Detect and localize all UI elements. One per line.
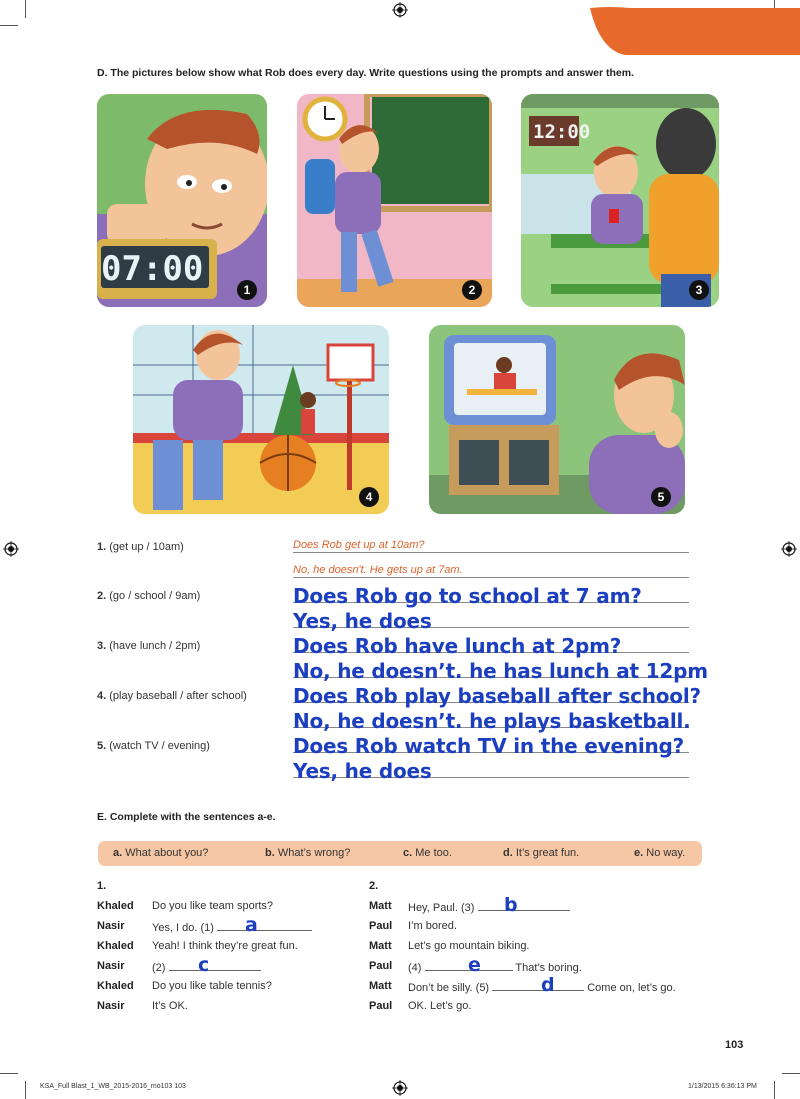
- dialogue-line: Don’t be silly. (5) Come on, let’s go.: [408, 982, 676, 994]
- dialogue-line: Let’s go mountain biking.: [408, 940, 530, 952]
- dialogue-line: Yes, I do. (1): [152, 920, 312, 934]
- prompt-5: 5. (watch TV / evening): [97, 740, 210, 752]
- registration-mark-icon: [392, 1080, 408, 1096]
- section-e-instruction: E. Complete with the sentences a-e.: [97, 811, 276, 823]
- prompt-4: 4. (play baseball / after school): [97, 690, 247, 702]
- handwritten-answer: Yes, he does: [293, 759, 432, 783]
- speaker-name: Nasir: [97, 920, 125, 932]
- picture-rob-school: [297, 94, 492, 307]
- picture-rob-lunch: [521, 94, 719, 307]
- prompt-2: 2. (go / school / 9am): [97, 590, 201, 602]
- speaker-name: Khaled: [97, 940, 134, 952]
- example-question: Does Rob get up at 10am?: [293, 539, 425, 551]
- blank-2: [169, 960, 261, 971]
- speaker-name: Paul: [369, 960, 393, 972]
- picture-rob-waking: [97, 94, 267, 307]
- footer-file-info: KSA_Full Blast_1_WB_2015-2016_mo103 103: [40, 1083, 186, 1090]
- answer-letter-3: b: [504, 894, 518, 916]
- dialogue-line: Do you like table tennis?: [152, 980, 272, 992]
- dialogue-line: (4) That’s boring.: [408, 962, 582, 974]
- page-number: 103: [725, 1039, 744, 1051]
- picture-number-badge: 3: [689, 280, 709, 300]
- picture-number-badge: 4: [359, 487, 379, 507]
- dialogue-1-number: 1.: [97, 880, 107, 892]
- speaker-name: Matt: [369, 940, 392, 952]
- crop-mark: [774, 1081, 775, 1099]
- crop-mark: [0, 25, 18, 26]
- handwritten-answer: Does Rob play baseball after school?: [293, 684, 701, 708]
- answer-letter-4: e: [468, 954, 481, 976]
- registration-mark-icon: [781, 541, 797, 557]
- option-e: e. No way.: [634, 847, 686, 859]
- registration-mark-icon: [392, 2, 408, 18]
- dialogue-line: Hey, Paul. (3): [408, 900, 570, 914]
- answer-letter-2: c: [198, 954, 210, 976]
- handwritten-answer: No, he doesn’t. he plays basketball.: [293, 709, 691, 733]
- picture-number-badge: 2: [462, 280, 482, 300]
- answer-line: [293, 552, 689, 553]
- crop-mark: [25, 0, 26, 18]
- answer-letter-5: d: [541, 974, 555, 996]
- handwritten-answer: Does Rob go to school at 7 am?: [293, 584, 642, 608]
- crop-mark: [25, 1081, 26, 1099]
- crop-mark: [782, 1073, 800, 1074]
- handwritten-answer: Does Rob have lunch at 2pm?: [293, 634, 622, 658]
- wall-clock-display: 12:00: [533, 121, 591, 143]
- handwritten-answer: No, he doesn’t. he has lunch at 12pm: [293, 659, 708, 683]
- picture-number-badge: 1: [237, 280, 257, 300]
- clock-display: 07:00: [101, 249, 204, 289]
- dialogue-line: OK. Let’s go.: [408, 1000, 472, 1012]
- dialogue-line: I’m bored.: [408, 920, 457, 932]
- blank-3: [478, 900, 570, 911]
- speaker-name: Matt: [369, 900, 392, 912]
- blank-5: [492, 980, 584, 991]
- corner-decoration: [570, 0, 800, 55]
- dialogue-2-number: 2.: [369, 880, 379, 892]
- speaker-name: Khaled: [97, 900, 134, 912]
- handwritten-answer: Does Rob watch TV in the evening?: [293, 734, 685, 758]
- dialogue-line: Do you like team sports?: [152, 900, 274, 912]
- dialogue-line: (2): [152, 960, 261, 974]
- speaker-name: Nasir: [97, 960, 125, 972]
- prompt-3: 3. (have lunch / 2pm): [97, 640, 201, 652]
- picture-number-badge: 5: [651, 487, 671, 507]
- option-c: c. Me too.: [403, 847, 452, 859]
- speaker-name: Paul: [369, 920, 393, 932]
- options-bar: [98, 841, 702, 866]
- speaker-name: Paul: [369, 1000, 393, 1012]
- answer-line: [293, 577, 689, 578]
- option-b: b. What’s wrong?: [265, 847, 351, 859]
- option-a: a. What about you?: [113, 847, 209, 859]
- dialogue-line: Yeah! I think they’re great fun.: [152, 940, 298, 952]
- prompt-1: 1. (get up / 10am): [97, 541, 184, 553]
- picture-rob-basketball: [133, 325, 389, 514]
- picture-rob-tv: [429, 325, 685, 514]
- answer-letter-1: a: [245, 914, 258, 936]
- option-d: d. It’s great fun.: [503, 847, 580, 859]
- registration-mark-icon: [3, 541, 19, 557]
- speaker-name: Nasir: [97, 1000, 125, 1012]
- dialogue-line: It’s OK.: [152, 1000, 188, 1012]
- section-d-instruction: D. The pictures below show what Rob does every day. Write questions using the prompts and answer them.: [97, 67, 634, 79]
- speaker-name: Matt: [369, 980, 392, 992]
- blank-1: [217, 920, 312, 931]
- speaker-name: Khaled: [97, 980, 134, 992]
- footer-timestamp: 1/13/2015 6:36:13 PM: [688, 1083, 757, 1090]
- handwritten-answer: Yes, he does: [293, 609, 432, 633]
- example-answer: No, he doesn't. He gets up at 7am.: [293, 564, 463, 576]
- crop-mark: [0, 1073, 18, 1074]
